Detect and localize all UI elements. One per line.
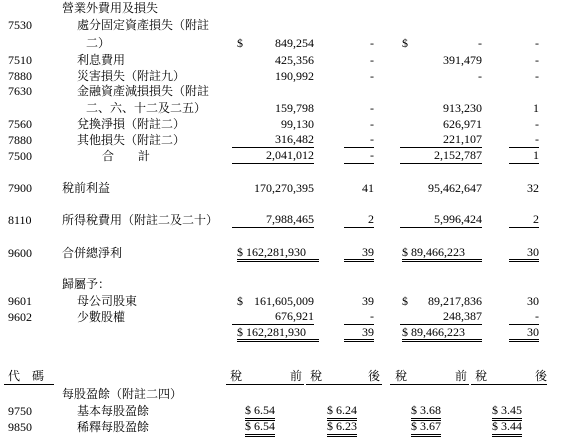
percent-prior: 2 bbox=[509, 212, 539, 228]
percent-prior: - bbox=[535, 69, 539, 83]
percent-current: 41 bbox=[362, 181, 374, 195]
table-row bbox=[0, 293, 569, 309]
table-row-total bbox=[0, 148, 569, 164]
table-row bbox=[0, 52, 569, 68]
row-label: 合併總淨利 bbox=[62, 246, 123, 260]
percent-current: - bbox=[370, 53, 374, 67]
percent-prior: 30 bbox=[509, 325, 539, 342]
percent-prior: 30 bbox=[527, 294, 539, 308]
amount-current: 2,041,012 bbox=[232, 148, 314, 164]
account-code: 9602 bbox=[8, 310, 32, 324]
table-row bbox=[0, 83, 569, 99]
amount-prior: 221,107 bbox=[400, 132, 482, 148]
row-label: 二） bbox=[86, 36, 111, 50]
eps-header-char: 後 bbox=[368, 369, 381, 383]
row-label: 其他損失（附註二） bbox=[77, 133, 186, 147]
percent-current: 39 bbox=[344, 245, 374, 262]
amount-prior: $ 89,466,223 bbox=[402, 325, 482, 342]
header-rule bbox=[390, 384, 469, 385]
eps-header-char: 稅 bbox=[230, 369, 243, 383]
row-label: 兌換淨損（附註二） bbox=[77, 117, 186, 131]
row-label: 母公司股東 bbox=[77, 294, 138, 308]
eps-value: $ 3.67 bbox=[411, 419, 441, 437]
amount-prior: 248,387 bbox=[400, 309, 482, 325]
account-code: 7900 bbox=[8, 181, 32, 195]
eps-header-char: 稅 bbox=[475, 369, 488, 383]
account-code: 8110 bbox=[8, 213, 32, 227]
table-row bbox=[0, 35, 569, 51]
amount-prior: $ 89,466,223 bbox=[402, 245, 482, 262]
account-code: 7880 bbox=[8, 69, 32, 83]
account-code: 9601 bbox=[8, 294, 32, 308]
percent-current: - bbox=[344, 309, 374, 325]
table-row bbox=[0, 212, 569, 228]
row-label: 基本每股盈餘 bbox=[77, 404, 150, 418]
percent-current: - bbox=[370, 117, 374, 131]
eps-header-char: 稅 bbox=[310, 369, 323, 383]
code-column-header: 代 碼 bbox=[8, 369, 45, 383]
eps-value: $ 3.68 bbox=[411, 403, 441, 421]
amount-current: 159,798 bbox=[275, 101, 314, 115]
row-label: 二、六、十二及二五） bbox=[86, 101, 207, 115]
percent-prior: - bbox=[509, 132, 539, 148]
amount-current: 170,270,395 bbox=[254, 181, 314, 195]
header-rule bbox=[306, 384, 382, 385]
eps-header-char: 前 bbox=[455, 369, 468, 383]
table-row bbox=[0, 116, 569, 132]
account-code: 7630 bbox=[8, 84, 32, 98]
percent-prior: 1 bbox=[533, 101, 539, 115]
percent-current: 2 bbox=[344, 212, 374, 228]
percent-current: 39 bbox=[362, 294, 374, 308]
amount-current: $ 162,281,930 bbox=[237, 325, 319, 342]
header-rule bbox=[4, 384, 54, 385]
dollar-sign: $ bbox=[402, 36, 408, 50]
amount-current: 99,130 bbox=[281, 117, 314, 131]
table-row bbox=[0, 68, 569, 84]
eps-value: $ 6.54 bbox=[245, 403, 275, 421]
eps-header-char: 後 bbox=[535, 369, 548, 383]
percent-current: - bbox=[344, 132, 374, 148]
account-code: 7530 bbox=[8, 18, 32, 32]
row-label: 合 計 bbox=[102, 149, 151, 163]
amount-prior: 95,462,647 bbox=[428, 181, 482, 195]
percent-prior: 1 bbox=[509, 148, 539, 164]
eps-title: 每股盈餘（附註二四） bbox=[62, 387, 183, 401]
row-label: 處分固定資產損失（附註 bbox=[77, 18, 210, 32]
table-row bbox=[0, 386, 569, 402]
row-label: 稅前利益 bbox=[62, 181, 111, 195]
amount-prior: 5,996,424 bbox=[400, 212, 482, 228]
table-row bbox=[0, 403, 569, 419]
row-label: 金融資產減損損失（附註 bbox=[77, 84, 210, 98]
header-rule bbox=[471, 384, 547, 385]
amount-current: 161,605,009 bbox=[254, 294, 314, 308]
table-row-total bbox=[0, 325, 569, 341]
percent-prior: - bbox=[535, 53, 539, 67]
table-row bbox=[0, 419, 569, 435]
account-code: 7500 bbox=[8, 149, 32, 163]
eps-value: $ 6.54 bbox=[245, 419, 275, 437]
eps-value: $ 3.44 bbox=[492, 419, 522, 437]
section-heading-row bbox=[0, 0, 569, 16]
dollar-sign: $ bbox=[237, 294, 243, 308]
row-label: 利息費用 bbox=[77, 53, 126, 67]
percent-current: 39 bbox=[344, 325, 374, 342]
table-row bbox=[0, 100, 569, 116]
eps-value: $ 3.45 bbox=[492, 403, 522, 421]
table-row bbox=[0, 132, 569, 148]
account-code: 9850 bbox=[8, 420, 32, 434]
amount-current: 190,992 bbox=[275, 69, 314, 83]
eps-header-char: 前 bbox=[290, 369, 303, 383]
account-code: 7560 bbox=[8, 117, 32, 131]
amount-prior: 391,479 bbox=[443, 53, 482, 67]
attributable-heading: 歸屬予： bbox=[62, 277, 111, 291]
amount-prior: - bbox=[478, 36, 482, 50]
row-label: 所得稅費用（附註二及二十） bbox=[62, 213, 219, 227]
row-label: 稀釋每股盈餘 bbox=[77, 420, 150, 434]
amount-prior: 89,217,836 bbox=[428, 294, 482, 308]
table-row bbox=[0, 245, 569, 261]
dollar-sign: $ bbox=[237, 36, 243, 50]
account-code: 7510 bbox=[8, 53, 32, 67]
account-code: 9750 bbox=[8, 404, 32, 418]
account-code: 7880 bbox=[8, 133, 32, 147]
eps-header-row bbox=[0, 368, 569, 384]
table-row bbox=[0, 17, 569, 33]
eps-value: $ 6.23 bbox=[327, 419, 357, 437]
eps-value: $ 6.24 bbox=[327, 403, 357, 421]
amount-current: 7,988,465 bbox=[232, 212, 314, 228]
percent-prior: - bbox=[509, 309, 539, 325]
account-code: 9600 bbox=[8, 246, 32, 260]
amount-prior: 626,971 bbox=[443, 117, 482, 131]
section-title: 營業外費用及損失 bbox=[62, 1, 159, 15]
percent-current: - bbox=[344, 148, 374, 164]
row-label: 少數股權 bbox=[77, 310, 126, 324]
amount-current: 849,254 bbox=[275, 36, 314, 50]
percent-prior: - bbox=[535, 36, 539, 50]
percent-current: - bbox=[370, 101, 374, 115]
amount-current: 676,921 bbox=[232, 309, 314, 325]
amount-prior: 913,230 bbox=[443, 101, 482, 115]
dollar-sign: $ bbox=[402, 294, 408, 308]
eps-header-char: 稅 bbox=[395, 369, 408, 383]
amount-prior: - bbox=[478, 69, 482, 83]
table-row bbox=[0, 180, 569, 196]
amount-current: $ 162,281,930 bbox=[237, 245, 319, 262]
percent-prior: 32 bbox=[527, 181, 539, 195]
percent-current: - bbox=[370, 69, 374, 83]
amount-current: 316,482 bbox=[232, 132, 314, 148]
table-row bbox=[0, 309, 569, 325]
amount-current: 425,356 bbox=[275, 53, 314, 67]
row-label: 災害損失（附註九） bbox=[77, 69, 186, 83]
amount-prior: 2,152,787 bbox=[400, 148, 482, 164]
header-rule bbox=[226, 384, 304, 385]
percent-prior: 30 bbox=[509, 245, 539, 262]
table-row bbox=[0, 276, 569, 292]
percent-current: - bbox=[370, 36, 374, 50]
percent-prior: - bbox=[535, 117, 539, 131]
